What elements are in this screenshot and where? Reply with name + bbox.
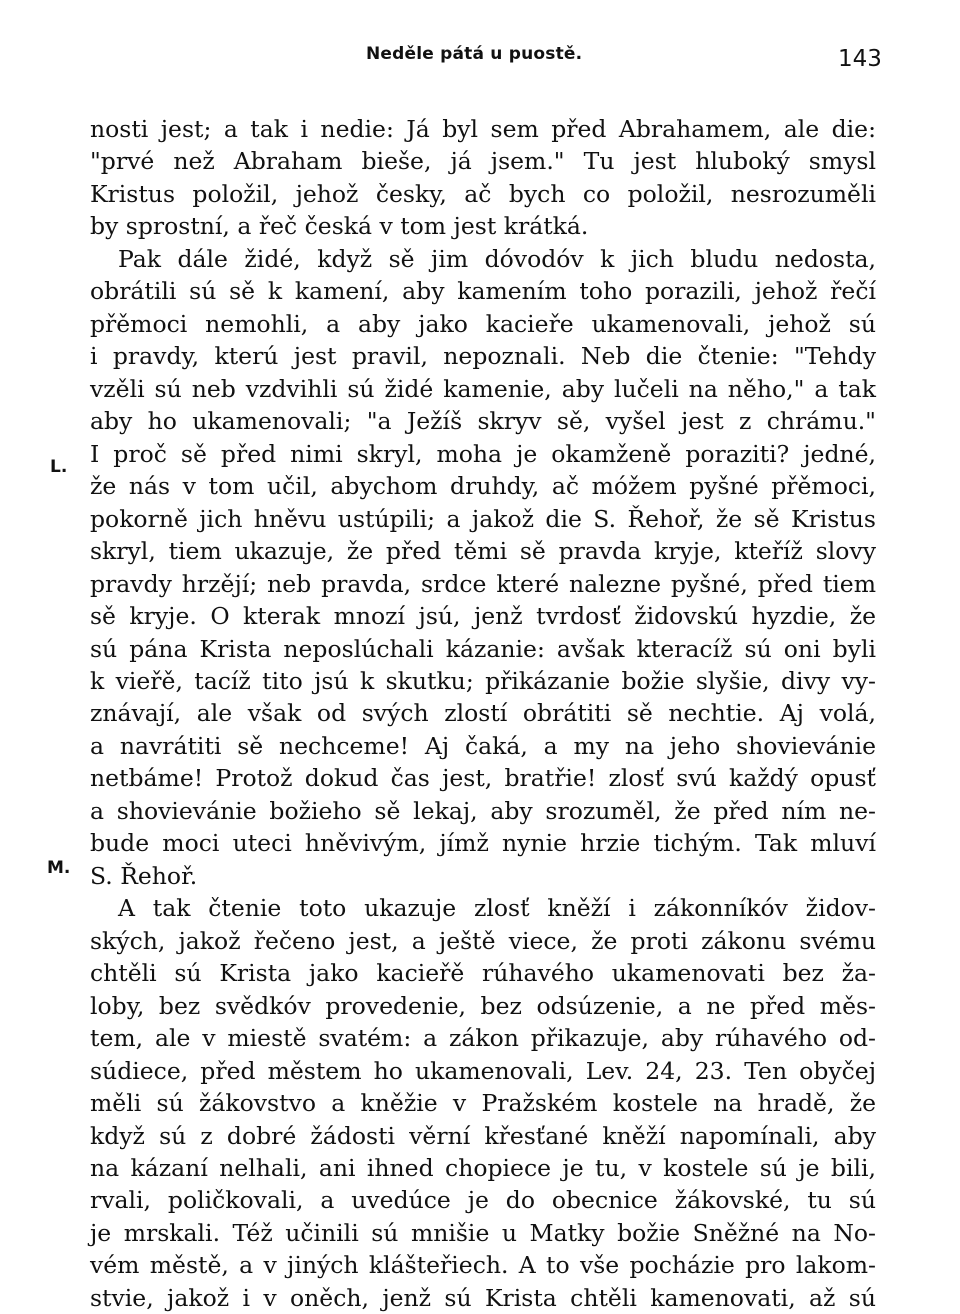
running-title: Neděle pátá u puostě.: [366, 44, 583, 64]
text-line: A tak čtenie toto ukazuje zlosť kněží i zákonníkóv židov-: [118, 894, 876, 923]
page-number: 143: [838, 46, 882, 72]
text-line: Kristus položil, jehož česky, ač bych co položil, nesrozuměli: [90, 179, 876, 208]
text-line: pravdy hrzějí; neb pravda, srdce které nalezne pyšné, před tiem: [90, 569, 876, 598]
text-line: obrátili sú sě k kamení, aby kamením toho porazili, jehož řečí: [90, 277, 876, 306]
text-line: k vieřě, tacíž tito jsú k skutku; přikázanie božie slyšie, divy vy-: [90, 666, 876, 695]
text-line: by sprostní, a řeč česká v tom jest krátká.: [90, 212, 589, 241]
text-line: Pak dále židé, když sě jim dóvodóv k jich bludu nedosta,: [118, 244, 876, 273]
body-text: [90, 113, 876, 1314]
text-line: a navrátiti sě nechceme! Aj čaká, a my na jeho shovievánie: [90, 731, 876, 760]
text-line: ských, jakož řečeno jest, a ještě viece, že proti zákonu svému: [90, 926, 876, 955]
text-line: vém městě, a v jiných klášteřiech. A to vše pocházie pro lakom-: [90, 1251, 876, 1280]
text-line: bude moci uteci hněvivým, jímž nynie hrzie tichým. Tak mluví: [90, 829, 876, 858]
text-line: I proč sě před nimi skryl, moha je okamženě poraziti? jedné,: [90, 439, 876, 468]
text-line: sě kryje. O kterak mnozí jsú, jenž tvrdosť židovskú hyzdie, že: [90, 602, 876, 631]
text-line: skryl, tiem ukazuje, že před těmi sě pravda kryje, kteříž slovy: [90, 537, 876, 566]
text-line: přěmoci nemohli, a aby jako kacieře ukamenovali, jehož sú: [90, 309, 876, 338]
text-line: když sú z dobré žádosti věrní křesťané kněží napomínali, aby: [90, 1121, 876, 1150]
text-line: rvali, poličkovali, a uvedúce je do obecnice žákovské, tu sú: [90, 1186, 876, 1215]
text-line: S. Řehoř.: [90, 861, 198, 890]
text-line: že nás v tom učil, abychom druhdy, ač móžem pyšné přěmoci,: [90, 472, 876, 501]
margin-note-l: L.: [50, 457, 68, 477]
text-line: měli sú žákovstvo a kněžie v Pražském kostele na hradě, že: [90, 1089, 876, 1118]
text-line: chtěli sú Krista jako kacieřě rúhavého ukamenovati bez ža-: [90, 959, 876, 988]
text-line: i pravdy, kterú jest pravil, nepoznali. Neb die čtenie: "Tehdy: [90, 342, 876, 371]
margin-note-m: M.: [47, 858, 71, 878]
text-line: aby ho ukamenovali; "a Ježíš skryv sě, vyšel jest z chrámu.": [90, 407, 876, 436]
text-line: pokorně jich hněvu ustúpili; a jakož die S. Řehoř, že sě Kristus: [90, 504, 876, 533]
text-line: netbáme! Protož dokud čas jest, bratřie! zlosť svú každý opusť: [90, 764, 876, 793]
text-line: je mrskali. Též učinili sú mnišie u Matky božie Sněžné na No-: [90, 1218, 876, 1247]
running-head: [0, 40, 960, 70]
text-line: vzěli sú neb vzdvihli sú židé kamenie, aby lučeli na něho," a tak: [90, 374, 876, 403]
text-line: tem, ale v miestě svatém: a zákon přikazuje, aby rúhavého od-: [90, 1024, 876, 1053]
text-line: znávají, ale však od svých zlostí obrátiti sě nechtie. Aj volá,: [90, 699, 876, 728]
text-line: nosti jest; a tak i nedie: Já byl sem před Abrahamem, ale die:: [90, 115, 876, 143]
text-line: na kázaní nelhali, ani ihned chopiece je tu, v kostele sú je bili,: [90, 1154, 876, 1182]
text-line: súdiece, před městem ho ukamenovali, Lev. 24, 23. Ten obyčej: [90, 1056, 876, 1085]
text-line: "prvé než Abraham bieše, já jsem." Tu jest hluboký smysl: [90, 147, 876, 176]
text-line: loby, bez svědkóv provedenie, bez odsúzenie, a ne před měs-: [90, 991, 876, 1020]
text-line: sú pána Krista neposlúchali kázanie: avšak kteracíž sú oni byli: [90, 634, 876, 663]
text-line: stvie, jakož i v oněch, jenž sú Krista chtěli kamenovati, až sú: [90, 1283, 876, 1312]
text-line: a shovievánie božieho sě lekaj, aby srozuměl, že před ním ne-: [90, 796, 876, 825]
